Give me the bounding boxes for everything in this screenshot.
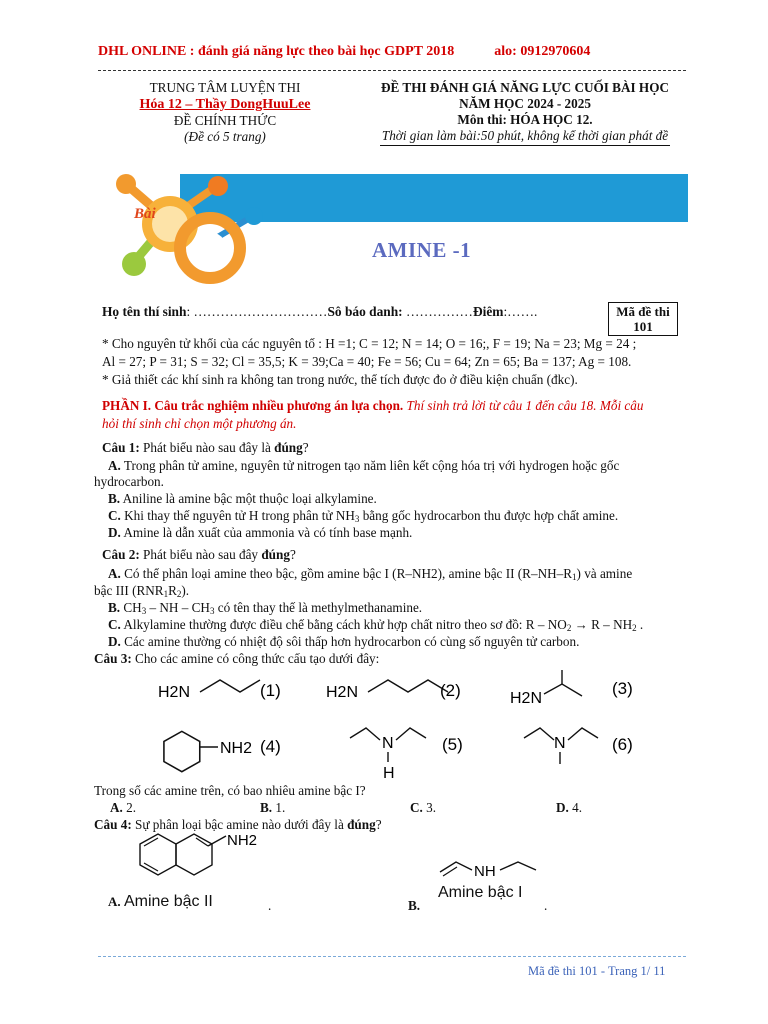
q2-c-pre: Alkylamine thường được điều chế bằng cách khử hợp chất nitro theo sơ đồ: R – NO — [120, 617, 567, 632]
exam-header — [360, 80, 690, 146]
q2-b-mid: – NH – CH — [146, 600, 210, 615]
q1-stem — [102, 440, 309, 456]
q4-stem-text: Sự phân loại bậc amine nào dưới đây là — [131, 817, 348, 832]
q3-letter-d: D. — [556, 800, 569, 815]
gas-assumption-note: * Giả thiết các khí sinh ra không tan trong nước, thể tích được đo ở điều kiện chuẩn (đkc). — [102, 372, 578, 387]
q3-structures — [150, 668, 650, 780]
q3-letter-a: A. — [110, 800, 123, 815]
struct5-label: (5) — [442, 735, 463, 754]
struct1-chain — [200, 680, 260, 692]
q3-option-c-text: 3. — [422, 800, 437, 815]
q3-option-b-text: 1. — [272, 800, 286, 815]
q3-option-d-text: 4. — [568, 800, 583, 815]
q1-label: Câu 1: — [102, 440, 140, 455]
atomic-mass-note-1: * Cho nguyên tử khối của các nguyên tố : H =1; C = 12; N = 14; O = 16;, F = 19; Na = 23; Mg = 24 ; — [102, 336, 637, 351]
q2-a2-pre: bậc III (RNR — [94, 583, 164, 598]
ethyl-chain — [500, 862, 536, 870]
q3-question: Trong số các amine trên, có bao nhiêu amine bậc I? — [94, 783, 366, 798]
q2-emphasis: đúng — [261, 547, 290, 562]
q4-emphasis: đúng — [347, 817, 376, 832]
center-name: Hóa 12 – Thầy DongHuuLee — [139, 97, 311, 112]
q2-a2-sub1: 1 — [163, 589, 169, 599]
q2-a2-mid: R — [168, 583, 177, 598]
q2-b-pre: CH — [120, 600, 142, 615]
subject: Môn thi: HÓA HỌC 12. — [457, 112, 593, 127]
q2-option-d-text: Các amine thường có nhiệt độ sôi thấp hơn hydrocarbon có cùng số nguyên tử carbon. — [120, 634, 580, 649]
q2-c-sub1: 2 — [566, 623, 572, 633]
header-divider — [98, 70, 686, 71]
exam-title: ĐỀ THI ĐÁNH GIÁ NĂNG LỰC CUỐI BÀI HỌC — [381, 80, 669, 95]
q2-a-post: ) và amine — [576, 566, 633, 581]
q2-label: Câu 2: — [102, 547, 140, 562]
q2-b-post: có tên thay thế là methylmethanamine. — [214, 600, 423, 615]
q2-b-sub1: 3 — [141, 606, 147, 616]
q2-option-b[interactable] — [108, 600, 422, 616]
q2-c-mid: → R – NH — [571, 617, 633, 632]
page-count: (Đề có 5 trang) — [184, 129, 266, 144]
q4-option-b-text: Amine bậc I — [438, 884, 523, 901]
lesson-banner — [98, 166, 688, 290]
center-label: TRUNG TÂM LUYỆN THI — [149, 80, 301, 95]
struct5-right — [396, 728, 426, 740]
official-label: ĐỀ CHÍNH THỨC — [173, 113, 277, 128]
q1-option-d[interactable] — [108, 525, 412, 541]
struct3-h2n: H2N — [510, 690, 543, 707]
q4-letter-a: A. — [108, 894, 121, 909]
name-field[interactable]: : ………………………… — [186, 304, 328, 319]
sbd-field[interactable]: …………… — [402, 304, 473, 319]
q1-option-d-text: Amine là dẫn xuất của ammonia và có tính base mạnh. — [120, 525, 413, 540]
q3-option-d[interactable] — [556, 800, 582, 816]
banner-title: AMINE -1 — [372, 238, 472, 262]
q2-stem-text: Phát biểu nào sau đây — [139, 547, 262, 562]
q1-letter-b: B. — [108, 491, 121, 506]
struct5-n: N — [382, 735, 394, 752]
page-footer: Mã đề thi 101 - Trang 1/ 11 — [528, 964, 666, 978]
struct5-h: H — [383, 765, 395, 780]
struct4-nh2: NH2 — [220, 740, 253, 757]
footer-divider — [98, 956, 686, 957]
struct5-left — [350, 728, 380, 740]
exam-code-label: Mã đề thi — [616, 304, 670, 319]
part1-title: PHẦN I. Câu trắc nghiệm nhiều phương án lựa chọn. — [102, 398, 404, 413]
q4-option-a[interactable] — [108, 893, 213, 911]
struct6-n: N — [554, 735, 566, 752]
q1-c-post: bằng gốc hydrocarbon thu được hợp chất amine. — [359, 508, 619, 523]
struct2-chain — [368, 680, 448, 692]
struct1-h2n: H2N — [158, 684, 191, 701]
q2-option-a[interactable] — [108, 566, 632, 582]
q3-stem-text: Cho các amine có công thức cấu tạo dưới đây: — [131, 651, 380, 666]
q4-a-dot: . — [268, 898, 272, 913]
name-label: Họ tên thí sinh — [102, 304, 187, 319]
q1-letter-d: D. — [108, 525, 121, 540]
struct6-left — [524, 728, 554, 740]
q2-b-sub2: 3 — [209, 606, 215, 616]
q1-option-a-text: Trong phân tử amine, nguyên tử nitrogen tạo năm liên kết cộng hóa trị với hydrogen hoặc gốc — [120, 458, 620, 473]
phone-text: alo: 0912970604 — [494, 44, 591, 59]
struct3-chain — [544, 684, 582, 696]
q2-option-d[interactable] — [108, 634, 579, 650]
student-info-row — [102, 304, 537, 320]
part1-instruction: Thí sinh trả lời từ câu 1 đến câu 18. Mỗi câu — [403, 398, 644, 413]
struct4-label: (4) — [260, 737, 281, 756]
struct6-right — [568, 728, 598, 740]
q1-c-pre: Khi thay thế nguyên tử H trong phân tử NH — [120, 508, 355, 523]
q4a-nh2: NH2 — [227, 832, 258, 849]
q4-b-dot: . — [544, 898, 548, 913]
q4-stem — [94, 817, 382, 833]
q2-a-pre: Có thể phân loại amine theo bậc, gồm amine bậc I (R–NH2), amine bậc II (R–NH–R — [120, 566, 573, 581]
naphthalene-ring-right — [176, 834, 212, 875]
q2-letter-a: A. — [108, 566, 121, 581]
q1-emphasis: đúng — [274, 440, 303, 455]
naphthalene-ring-left — [140, 834, 176, 875]
q2-a2-post: ). — [181, 583, 190, 598]
q2-option-c[interactable] — [108, 617, 643, 633]
struct6-label: (6) — [612, 735, 633, 754]
score-label: Điêm — [472, 304, 504, 319]
q2-end: ? — [289, 547, 296, 562]
struct4-ring — [164, 731, 200, 771]
q2-a2-sub2: 2 — [176, 589, 182, 599]
q3-letter-b: B. — [260, 800, 273, 815]
top-banner-line — [98, 44, 590, 60]
molecule-logo-icon — [98, 166, 298, 290]
q1-letter-a: A. — [108, 458, 121, 473]
publisher-text: DHL ONLINE : đánh giá năng lực theo bài học GDPT 2018 — [98, 44, 455, 59]
q3-option-c[interactable] — [410, 800, 436, 816]
q4b-nh: NH — [474, 863, 496, 880]
struct2-h2n: H2N — [326, 684, 359, 701]
q3-label: Câu 3: — [94, 651, 132, 666]
score-field[interactable]: :……. — [503, 304, 538, 319]
naphthalene-double-1 — [144, 838, 158, 846]
sbd-label: Sô báo danh: — [327, 304, 403, 319]
exam-code-box — [608, 302, 678, 336]
struct1-label: (1) — [260, 681, 281, 700]
school-header — [100, 80, 350, 145]
banner-bai-label: Bài — [134, 206, 156, 222]
school-year: NĂM HỌC 2024 - 2025 — [459, 96, 591, 111]
q1-end: ? — [302, 440, 309, 455]
q1-c-sub: 3 — [354, 514, 360, 524]
q2-c-sub2: 2 — [632, 623, 637, 633]
naphthalene-nh2-bond — [208, 836, 226, 846]
q2-stem — [102, 547, 296, 563]
q1-option-b[interactable] — [108, 491, 377, 507]
q3-option-b[interactable] — [260, 800, 285, 816]
q3-letter-c: C. — [410, 800, 423, 815]
q3-option-a-text: 2. — [122, 800, 137, 815]
time-allowed: Thời gian làm bài:50 phút, không kể thời gian phát đề — [380, 128, 670, 146]
q4-end: ? — [375, 817, 382, 832]
q2-letter-c: C. — [108, 617, 121, 632]
q1-option-b-text: Aniline là amine bậc một thuộc loại alkylamine. — [120, 491, 377, 506]
q1-letter-c: C. — [108, 508, 121, 523]
q3-stem — [94, 651, 379, 667]
q2-letter-b: B. — [108, 600, 121, 615]
struct2-label: (2) — [440, 681, 461, 700]
q1-stem-text: Phát biểu nào sau đây là — [139, 440, 275, 455]
q3-option-a[interactable] — [110, 800, 136, 816]
q4-option-a-text: Amine bậc II — [123, 893, 213, 910]
q4-label: Câu 4: — [94, 817, 132, 832]
q2-a-sub: 1 — [572, 572, 577, 582]
exam-code-value: 101 — [633, 319, 653, 334]
struct3-label: (3) — [612, 679, 633, 698]
q2-c-post: . — [636, 617, 644, 632]
q1-option-a-cont: hydrocarbon. — [94, 474, 164, 489]
q4-letter-b: B. — [408, 898, 421, 913]
part1-heading — [102, 398, 643, 414]
q4-letter-b-wrap[interactable] — [408, 898, 420, 914]
q1-option-a[interactable] — [108, 458, 619, 474]
q2-option-a-cont — [94, 583, 189, 599]
part1-instruction-2: hỏi thí sinh chỉ chọn một phương án. — [102, 416, 297, 431]
naphthalene-double-2 — [144, 863, 158, 871]
q2-letter-d: D. — [108, 634, 121, 649]
q1-option-c[interactable] — [108, 508, 618, 524]
atomic-mass-note-2: Al = 27; P = 31; S = 32; Cl = 35,5; K = 39;Ca = 40; Fe = 56; Cu = 64; Zn = 65; Ba = 137; Ag = 108. — [102, 354, 632, 369]
